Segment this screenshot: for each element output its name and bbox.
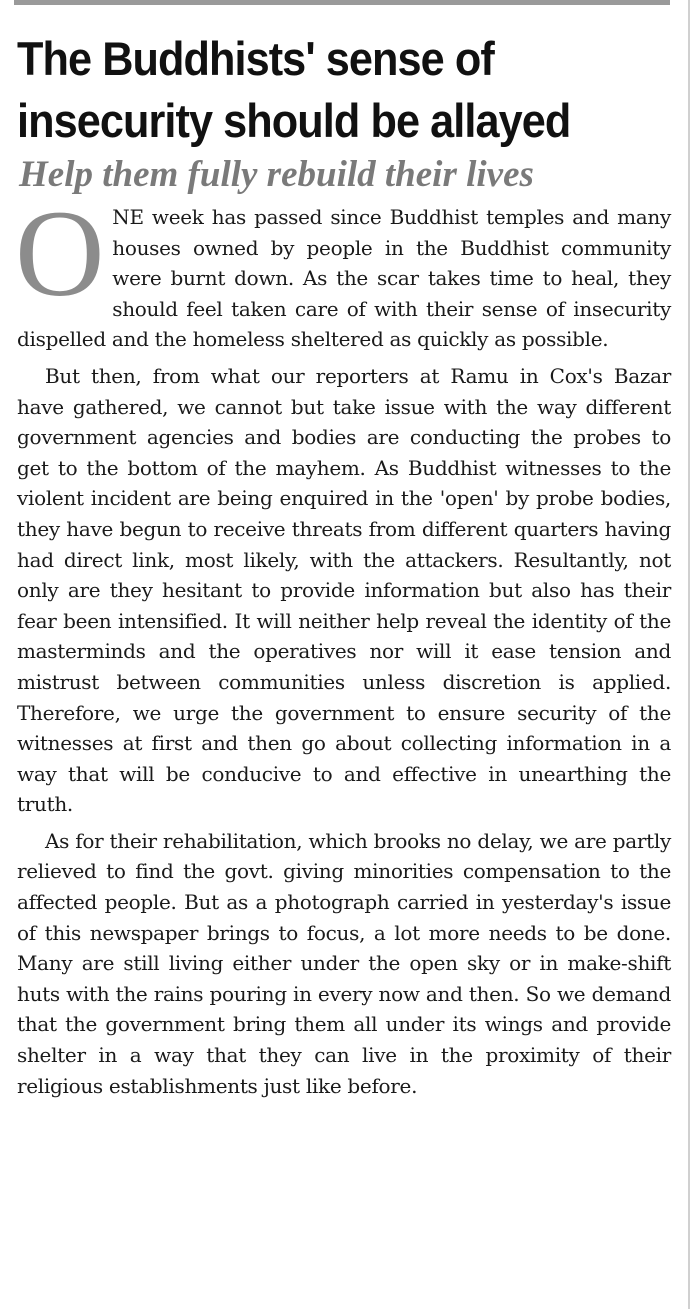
- paragraph-3: As for their rehabilitation, which brooks no delay, we are partly relieved to find the govt. giving minorities compensation to the affected people. But as a photograph carried in yesterday's issue of this newspaper brings to focus, a lot more needs to be done. Many are still living either under the open sky or in make-shift huts with the rains pouring in every now and then. So we demand that the government bring them all under its wings and provide shelter in a way that they can live in the proximity of their religious establishments just like before.: [17, 828, 671, 1098]
- headline-line-2: insecurity should be allayed: [17, 94, 571, 147]
- headline-line-1: The Buddhists' sense of: [17, 32, 494, 85]
- column-rule: [688, 0, 690, 1309]
- subheadline: Help them fully rebuild their lives: [19, 154, 534, 195]
- editorial-article: [17, 28, 671, 1107]
- paragraph-1-text: NE week has passed since Buddhist temples and many houses owned by people in the Buddhist community were burnt down. As the scar takes time to heal, they should feel taken care of with their sense of insecurity dispelled and the homeless sheltered as quickly as possible.: [17, 205, 671, 352]
- top-rule: [14, 0, 670, 5]
- paragraph-2: But then, from what our reporters at Ramu in Cox's Bazar have gathered, we cannot but take issue with the way different government agencies and bodies are conducting the probes to get to the bottom of the mayhem. As Buddhist witnesses to the violent incident are being enquired in the 'open' by probe bodies, they have begun to receive threats from different quarters having had direct link, most likely, with the attackers. Resultantly, not only are they hesitant to provide information but also has their fear been intensified. It will neither help reveal the identity of the masterminds and the operatives nor will it ease tension and mistrust between communities unless discretion is applied. Therefore, we urge the government to ensure security of the witnesses at first and then go about collecting information in a way that will be conducive to and effective in unearthing the truth.: [17, 363, 671, 817]
- headline: [17, 28, 679, 152]
- article-body: [15, 185, 671, 1101]
- paragraph-1: [15, 185, 671, 355]
- drop-cap: O: [15, 185, 105, 322]
